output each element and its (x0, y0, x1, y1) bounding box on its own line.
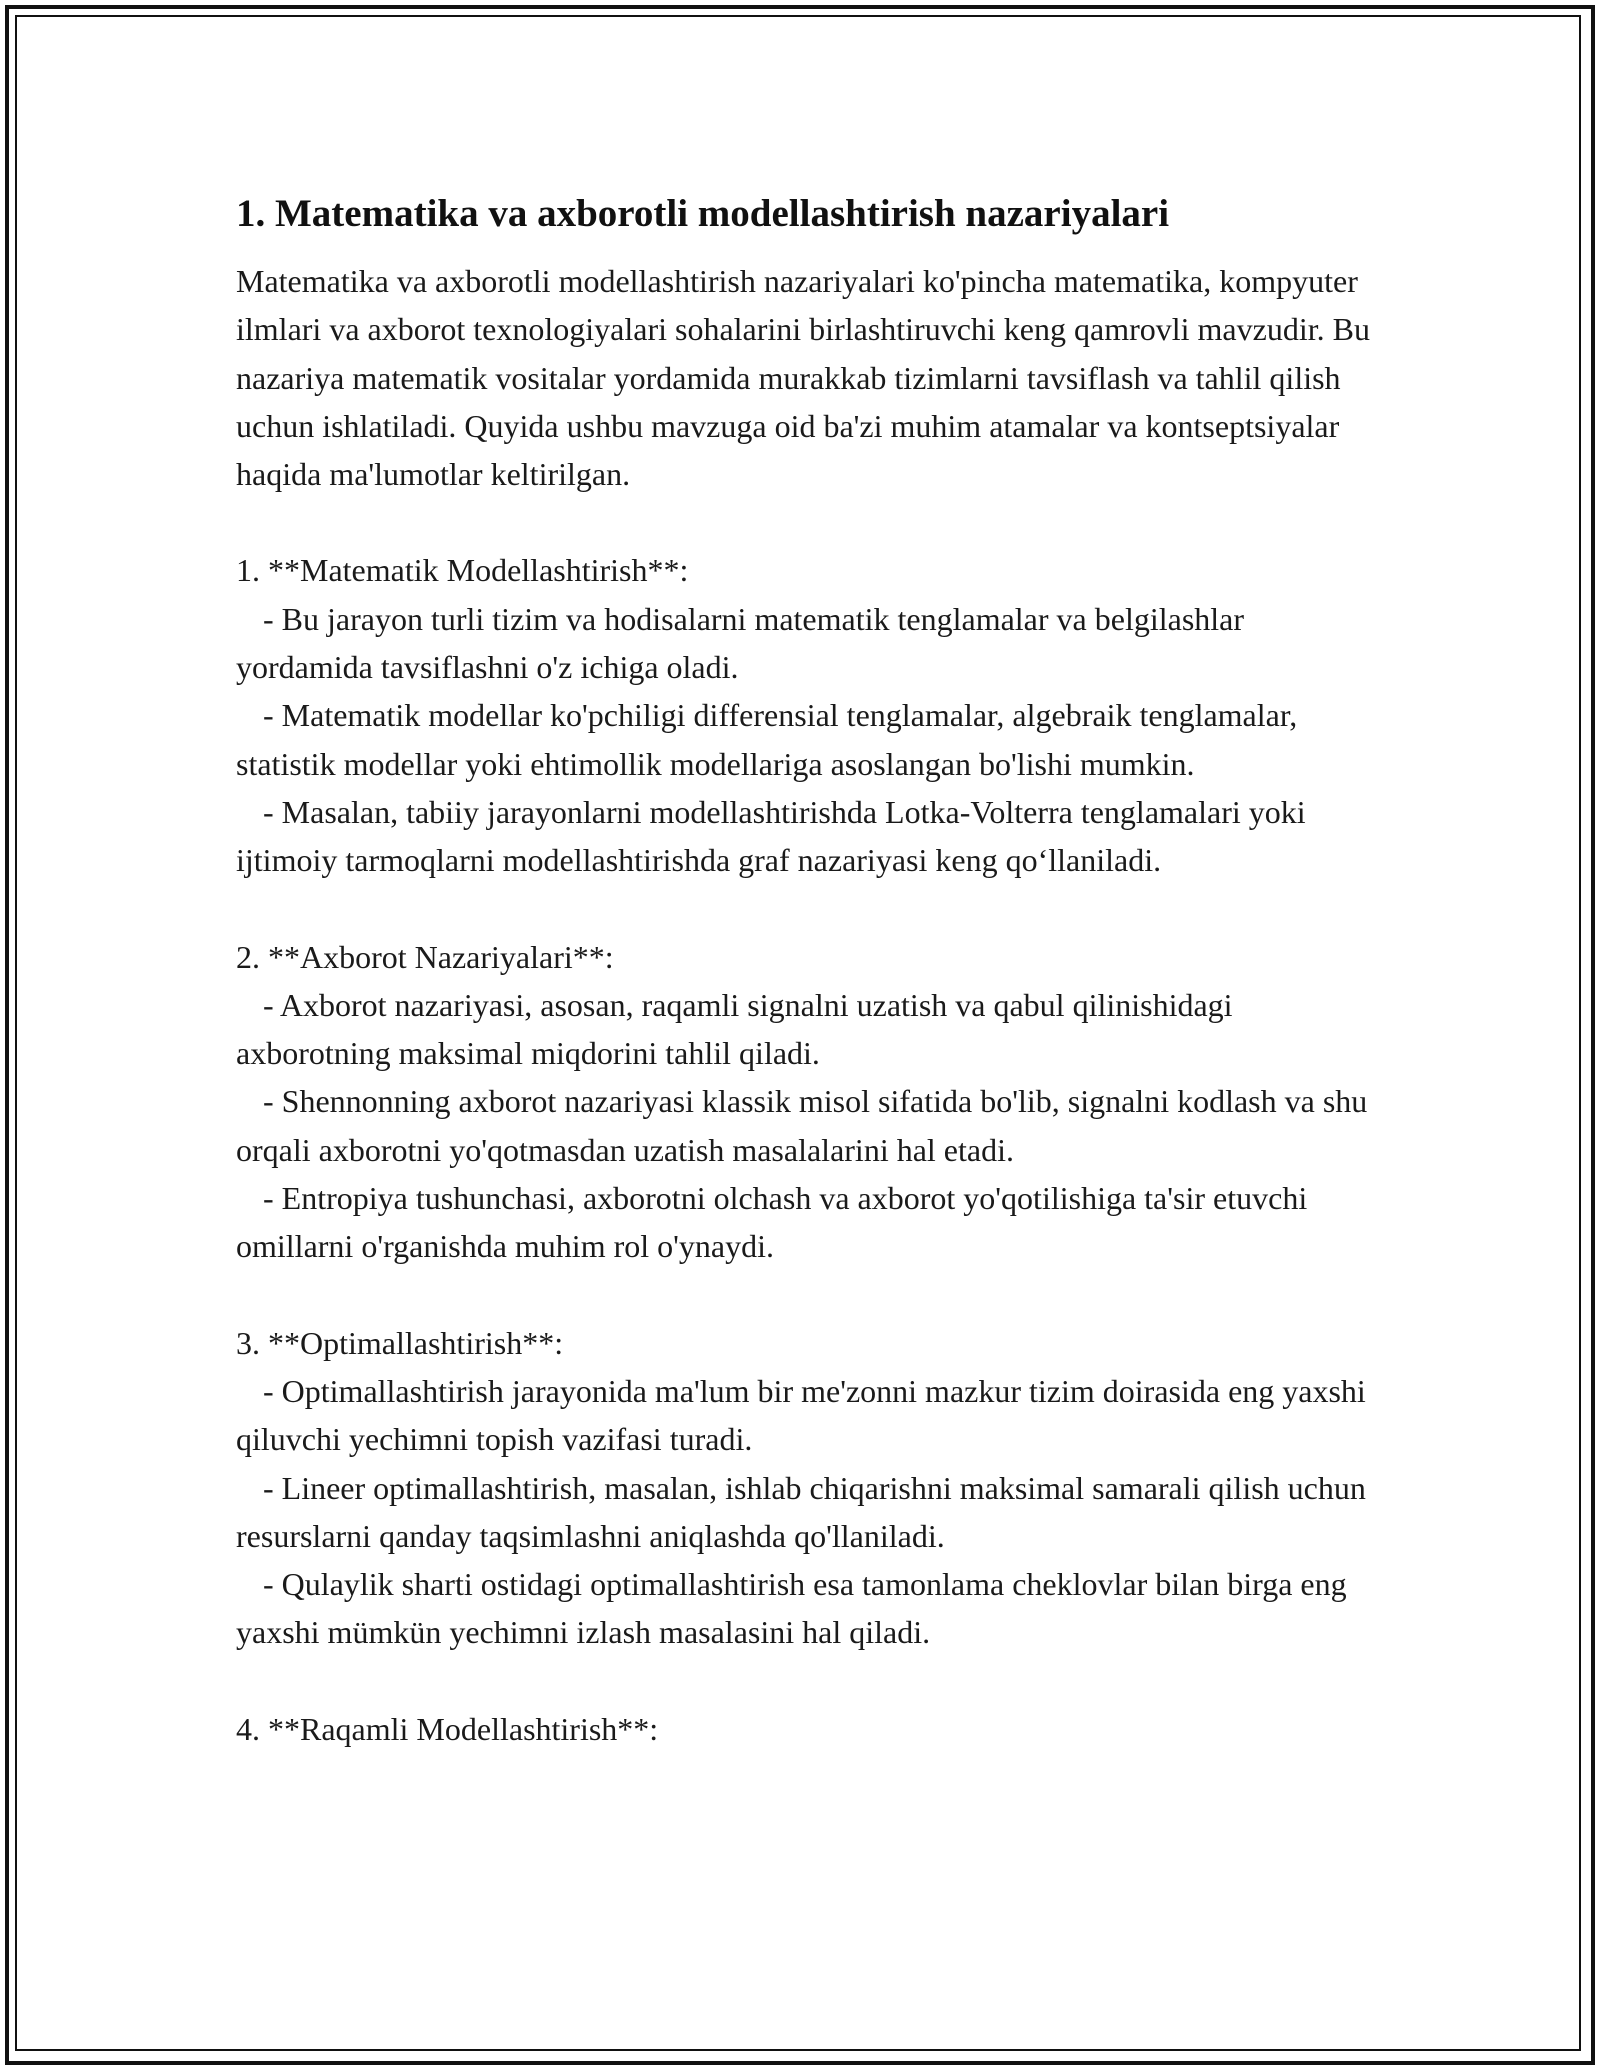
section-raqamli-modellashtirish (236, 1705, 1386, 1753)
list-item: - Lineer optimallashtirish, masalan, ishlab chiqarishni maksimal samarali qilish uchun resurslarni qanday taqsimlashni aniqlashda qo'llaniladi. (236, 1469, 1366, 1554)
section-heading: 1. **Matematik Modellashtirish**: (236, 552, 689, 589)
list-item: - Optimallashtirish jarayonida ma'lum bir me'zonni mazkur tizim doirasida eng yaxshi qiluvchi yechimni topish vazifasi turadi. (236, 1372, 1366, 1458)
section-optimallashtirish (236, 1319, 1386, 1657)
section-list (236, 595, 1386, 885)
section-heading: 4. **Raqamli Modellashtirish**: (236, 1710, 659, 1747)
section-heading: 2. **Axborot Nazariyalari**: (236, 938, 614, 975)
list-item: - Entropiya tushunchasi, axborotni olchash va axborot yo'qotilishiga ta'sir etuvchi omillarni o'rganishda muhim rol o'ynaydi. (236, 1180, 1308, 1265)
list-item: - Shennonning axborot nazariyasi klassik misol sifatida bo'lib, signalni kodlash va shu orqali axborotni yo'qotmasdan uzatish masalalarini hal etadi. (236, 1083, 1368, 1168)
list-item: - Axborot nazariyasi, asosan, raqamli signalni uzatish va qabul qilinishidagi axborotning maksimal miqdorini tahlil qiladi. (236, 986, 1233, 1072)
list-item: - Bu jarayon turli tizim va hodisalarni matematik tenglamalar va belgilashlar yordamida tavsiflashni o'z ichiga oladi. (236, 600, 1245, 686)
section-axborot-nazariyalari (236, 933, 1386, 1271)
document-body (236, 185, 1386, 1753)
section-list (236, 981, 1386, 1271)
section-heading: 3. **Optimallashtirish**: (236, 1324, 564, 1361)
document-title: 1. Matematika va axborotli modellashtirish nazariyalari (236, 192, 1170, 235)
list-item: - Qulaylik sharti ostidagi optimallashtirish esa tamonlama cheklovlar bilan birga eng yaxshi mümkün yechimni izlash masalasini hal qiladi. (236, 1566, 1347, 1651)
list-item: - Masalan, tabiiy jarayonlarni modellashtirishda Lotka-Volterra tenglamalari yoki ijtimoiy tarmoqlarni modellashtirishda graf nazariyasi keng qo‘llaniladi. (236, 793, 1306, 879)
section-list (236, 1367, 1386, 1657)
list-item: - Matematik modellar ko'pchiligi differensial tenglamalar, algebraik tenglamalar, statistik modellar yoki ehtimollik modellariga asoslangan bo'lishi mumkin. (236, 697, 1298, 782)
section-matematik-modellashtirish (236, 546, 1386, 884)
intro-paragraph: Matematika va axborotli modellashtirish nazariyalari ko'pincha matematika, kompyuter ilmlari va axborot texnologiyalari sohalarini birlashtiruvchi keng qamrovli mavzudir. Bu nazariya matematik vositalar yordamida murakkab tizimlarni tavsiflash va tahlil qilish uchun ishlatiladi. Quyida ushbu mavzuga oid ba'zi muhim atamalar va kontseptsiyalar haqida ma'lumotlar keltirilgan. (236, 263, 1370, 493)
